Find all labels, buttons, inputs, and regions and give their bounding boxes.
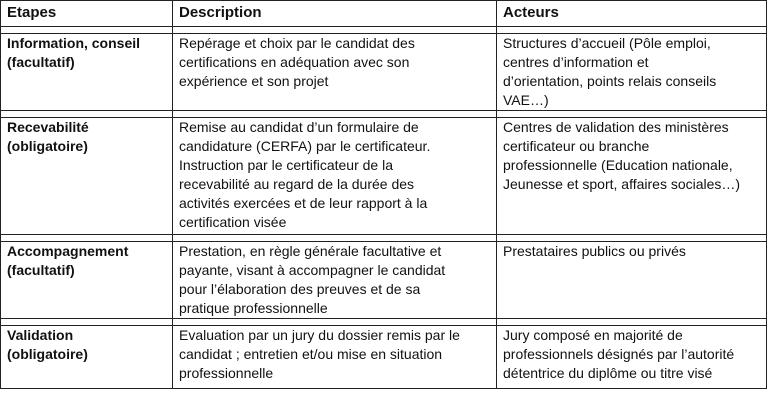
- description-cell: Prestation, en règle générale facultative et payante, visant à accompagner le candidat pour l’élaboration des preuves et de sa pratique professionnelle: [173, 242, 497, 319]
- row-spacer: [1, 111, 767, 118]
- row-spacer: [1, 27, 767, 34]
- actors-cell: Centres de validation des ministères certificateur ou branche professionnelle (Education nationale, Jeunesse et sport, affaires sociales…): [497, 118, 767, 235]
- table-row: [1, 34, 767, 111]
- header-acteurs: Acteurs: [497, 1, 767, 27]
- step-cell: Accompagnement (facultatif): [1, 242, 173, 319]
- header-etapes: Etapes: [1, 1, 173, 27]
- description-cell: Repérage et choix par le candidat des certifications en adéquation avec son expérience et son projet: [173, 34, 497, 111]
- table-row: [1, 326, 767, 389]
- row-spacer: [1, 319, 767, 326]
- row-spacer: [1, 235, 767, 242]
- actors-cell: Jury composé en majorité de professionnels désignés par l’autorité détentrice du diplôme ou titre visé: [497, 326, 767, 389]
- header-description: Description: [173, 1, 497, 27]
- step-cell: Information, conseil (facultatif): [1, 34, 173, 111]
- actors-cell: Prestataires publics ou privés: [497, 242, 767, 319]
- step-cell: Recevabilité (obligatoire): [1, 118, 173, 235]
- table-row: [1, 118, 767, 235]
- table-row: [1, 242, 767, 319]
- step-cell: Validation (obligatoire): [1, 326, 173, 389]
- table-header-row: [1, 1, 767, 27]
- description-cell: Evaluation par un jury du dossier remis par le candidat ; entretien et/ou mise en situation professionnelle: [173, 326, 497, 389]
- actors-cell: Structures d’accueil (Pôle emploi, centres d’information et d’orientation, points relais conseils VAE…): [497, 34, 767, 111]
- description-cell: Remise au candidat d’un formulaire de candidature (CERFA) par le certificateur. Instruction par le certificateur de la recevabilité au regard de la durée des activités exercées et de leur rapport à la certification visée: [173, 118, 497, 235]
